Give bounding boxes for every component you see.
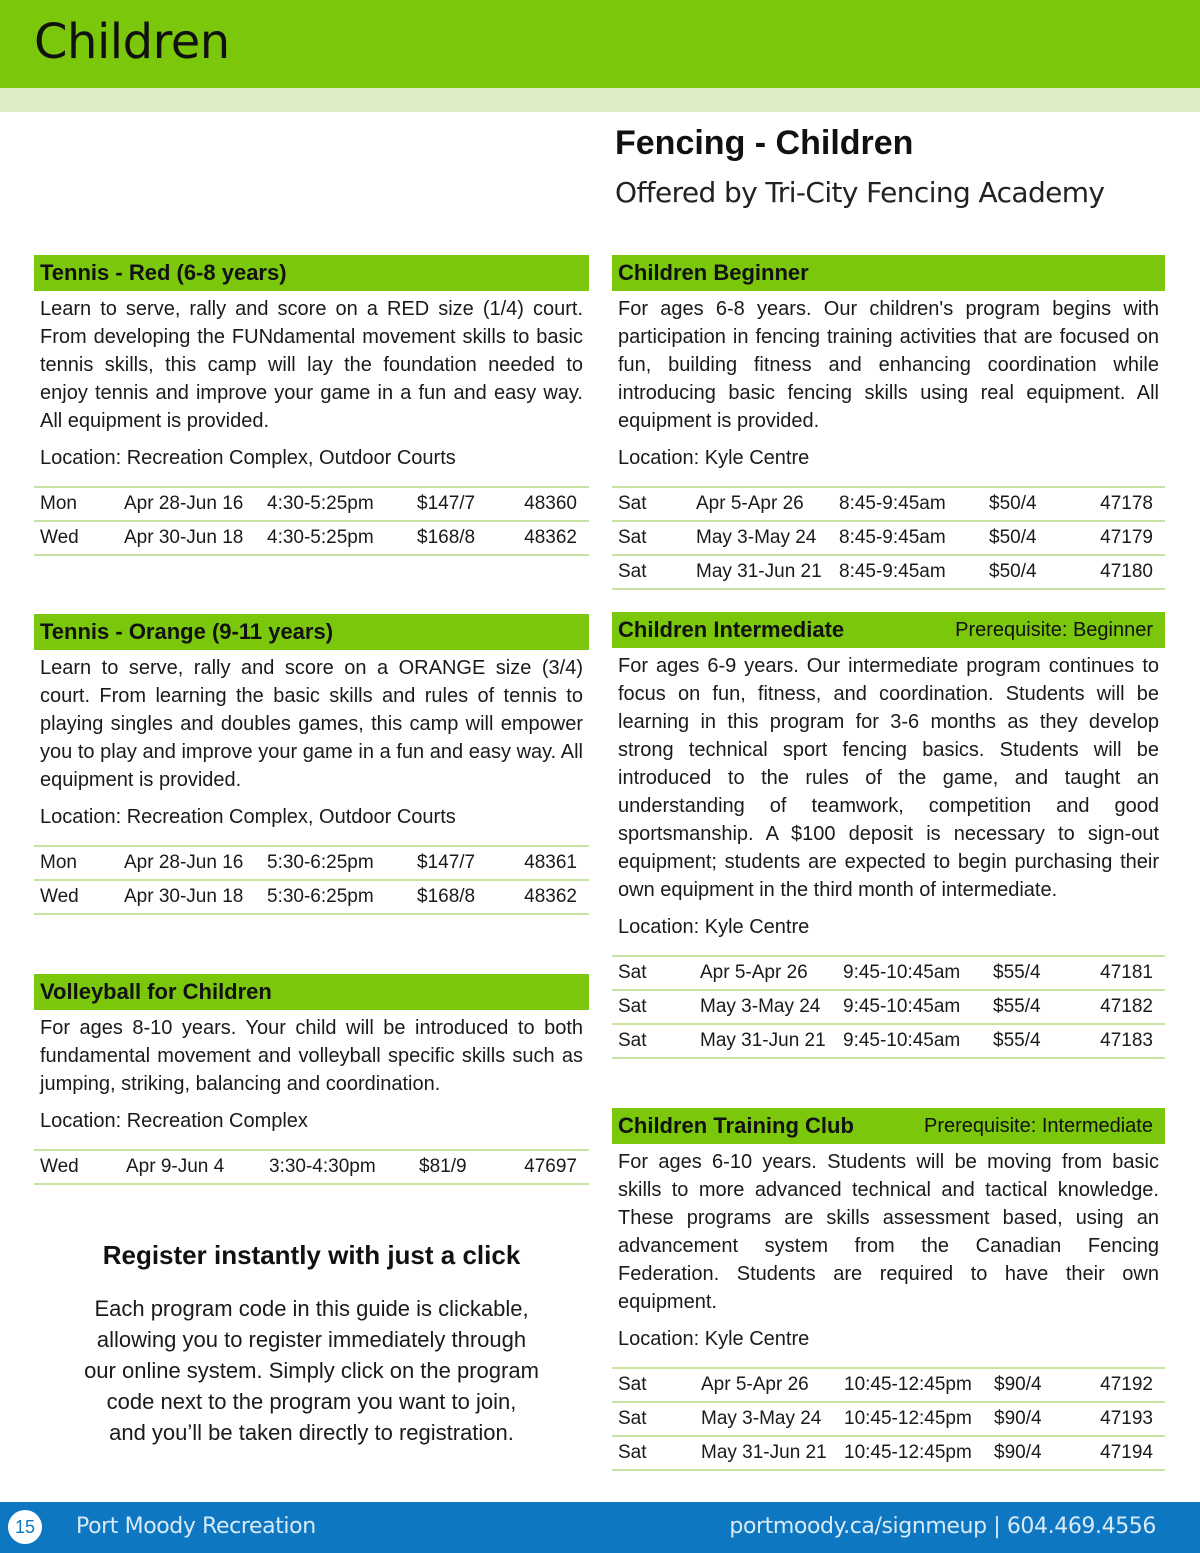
price-cell: $55/4 [993, 996, 1041, 1017]
time-cell: 9:45-10:45am [843, 996, 961, 1017]
section-children-beginner [612, 255, 1165, 590]
section-volleyball [34, 974, 589, 1185]
program-code-link[interactable]: 47192 [1100, 1374, 1153, 1395]
table-row [34, 880, 589, 914]
day-cell: Sat [618, 996, 647, 1017]
program-code-link[interactable]: 48362 [524, 527, 577, 548]
dates-cell: Apr 5-Apr 26 [701, 1374, 809, 1395]
time-cell: 3:30-4:30pm [269, 1156, 376, 1177]
dates-cell: Apr 9-Jun 4 [126, 1156, 225, 1177]
section-children-training-club [612, 1108, 1165, 1471]
table-row [612, 1436, 1165, 1470]
page-header-bar [0, 0, 1200, 88]
page-title: Children [34, 14, 230, 70]
section-title: Tennis - Orange (9-11 years) [40, 619, 334, 644]
day-cell: Mon [40, 493, 77, 514]
section-header [612, 1108, 1165, 1144]
fencing-subtitle: Offered by Tri-City Fencing Academy [615, 176, 1105, 209]
dates-cell: Apr 5-Apr 26 [696, 493, 804, 514]
dates-cell: Apr 5-Apr 26 [700, 962, 808, 983]
table-row [34, 1150, 589, 1184]
schedule-table [612, 1367, 1165, 1471]
time-cell: 10:45-12:45pm [844, 1408, 972, 1429]
register-line: Each program code in this guide is clickable, [94, 1296, 529, 1321]
time-cell: 8:45-9:45am [839, 527, 946, 548]
section-location: Location: Recreation Complex [40, 1110, 308, 1132]
day-cell: Sat [618, 1408, 647, 1429]
table-row [612, 1368, 1165, 1402]
day-cell: Sat [618, 1442, 647, 1463]
page-footer [0, 1502, 1200, 1553]
section-title: Tennis - Red (6-8 years) [40, 260, 287, 285]
dates-cell: May 3-May 24 [701, 1408, 822, 1429]
program-code-link[interactable]: 48362 [524, 886, 577, 907]
section-location: Location: Recreation Complex, Outdoor Courts [40, 806, 456, 828]
price-cell: $81/9 [419, 1156, 467, 1177]
price-cell: $147/7 [417, 852, 476, 873]
section-header [612, 612, 1165, 648]
price-cell: $147/7 [417, 493, 476, 514]
register-line: allowing you to register immediately through [96, 1327, 527, 1352]
section-title: Children Beginner [618, 260, 809, 285]
price-cell: $55/4 [993, 962, 1041, 983]
table-row [612, 1402, 1165, 1436]
table-row [34, 846, 589, 880]
program-code-link[interactable]: 47193 [1100, 1408, 1153, 1429]
price-cell: $90/4 [994, 1374, 1042, 1395]
time-cell: 4:30-5:25pm [267, 527, 374, 548]
program-code-link[interactable]: 47697 [524, 1156, 577, 1177]
dates-cell: Apr 30-Jun 18 [124, 886, 244, 907]
program-code-link[interactable]: 47194 [1100, 1442, 1153, 1463]
schedule-table [34, 1149, 589, 1185]
section-tennis-red [34, 255, 589, 556]
day-cell: Sat [618, 962, 647, 983]
table-row [612, 956, 1165, 990]
program-code-link[interactable]: 47182 [1100, 996, 1153, 1017]
program-code-link[interactable]: 47183 [1100, 1030, 1153, 1051]
footer-org-name: Port Moody Recreation [76, 1514, 316, 1539]
price-cell: $50/4 [989, 527, 1037, 548]
program-code-link[interactable]: 47180 [1100, 561, 1153, 582]
dates-cell: Apr 28-Jun 16 [124, 852, 244, 873]
section-location: Location: Kyle Centre [618, 447, 810, 469]
prerequisite-label: Prerequisite: Beginner [955, 618, 1153, 641]
time-cell: 10:45-12:45pm [844, 1442, 972, 1463]
section-location: Location: Recreation Complex, Outdoor Courts [40, 447, 456, 469]
price-cell: $90/4 [994, 1408, 1042, 1429]
table-row [612, 521, 1165, 555]
section-description: Learn to serve, rally and score on a ORANGE size (3/4) court. From learning the basic skills and rules of tennis to playing singles and doubles games, this camp will empower you to play and improve your game in a fun and easy way. All equipment is provided. [40, 657, 583, 791]
dates-cell: Apr 28-Jun 16 [124, 493, 244, 514]
section-description: For ages 8-10 years. Your child will be introduced to both fundamental movement and volleyball specific skills such as jumping, striking, balancing and coordination. [40, 1017, 583, 1095]
time-cell: 8:45-9:45am [839, 561, 946, 582]
register-callout [34, 1240, 589, 1448]
section-description: For ages 6-9 years. Our intermediate program continues to focus on fun, fitness, and coordination. Students will be learning in this program for 3-6 months as they develop strong technical sport fencing basics. Students will be introduced to the rules of the game, and taught an understanding of teamwork, competition and good sportsmanship. A $100 deposit is necessary to sign-out equipment; students are expected to begin purchasing their own equipment in the third month of intermediate. [618, 655, 1159, 901]
price-cell: $55/4 [993, 1030, 1041, 1051]
day-cell: Sat [618, 1030, 647, 1051]
section-header [34, 614, 589, 650]
program-code-link[interactable]: 47179 [1100, 527, 1153, 548]
day-cell: Mon [40, 852, 77, 873]
section-title: Volleyball for Children [40, 979, 272, 1004]
day-cell: Sat [618, 527, 647, 548]
table-row [612, 990, 1165, 1024]
program-code-link[interactable]: 47181 [1100, 962, 1153, 983]
section-location: Location: Kyle Centre [618, 916, 810, 938]
price-cell: $90/4 [994, 1442, 1042, 1463]
section-header [612, 255, 1165, 291]
price-cell: $50/4 [989, 493, 1037, 514]
time-cell: 9:45-10:45am [843, 1030, 961, 1051]
section-header [34, 974, 589, 1010]
section-title: Children Intermediate [618, 617, 845, 642]
day-cell: Wed [40, 1156, 79, 1177]
table-row [612, 487, 1165, 521]
time-cell: 5:30-6:25pm [267, 852, 374, 873]
day-cell: Wed [40, 527, 79, 548]
section-description: For ages 6-8 years. Our children's program begins with participation in fencing training activities that are focused on fun, building fitness and enhancing coordination while introducing basic fencing skills using real equipment. All equipment is provided. [618, 298, 1159, 432]
dates-cell: May 31-Jun 21 [701, 1442, 827, 1463]
register-line: and you’ll be taken directly to registration. [109, 1420, 514, 1445]
header-strip [0, 88, 1200, 112]
register-line: code next to the program you want to join, [106, 1389, 517, 1414]
dates-cell: Apr 30-Jun 18 [124, 527, 244, 548]
page-number-badge: 15 [8, 1510, 42, 1544]
prerequisite-label: Prerequisite: Intermediate [923, 1114, 1153, 1137]
section-location: Location: Kyle Centre [618, 1328, 810, 1350]
register-text [34, 1293, 589, 1448]
program-code-link[interactable]: 47178 [1100, 493, 1153, 514]
program-code-link[interactable]: 48360 [524, 493, 577, 514]
price-cell: $168/8 [417, 527, 476, 548]
footer-contact-link[interactable]: portmoody.ca/signmeup | 604.469.4556 [729, 1514, 1156, 1539]
schedule-table [612, 955, 1165, 1059]
day-cell: Wed [40, 886, 79, 907]
day-cell: Sat [618, 493, 647, 514]
program-code-link[interactable]: 48361 [524, 852, 577, 873]
fencing-title: Fencing - Children [615, 124, 914, 162]
table-row [34, 487, 589, 521]
time-cell: 10:45-12:45pm [844, 1374, 972, 1395]
schedule-table [612, 486, 1165, 590]
day-cell: Sat [618, 561, 647, 582]
dates-cell: May 3-May 24 [700, 996, 821, 1017]
table-row [612, 1024, 1165, 1058]
time-cell: 9:45-10:45am [843, 962, 961, 983]
section-header [34, 255, 589, 291]
schedule-table [34, 486, 589, 556]
section-children-intermediate [612, 612, 1165, 1059]
price-cell: $50/4 [989, 561, 1037, 582]
register-title: Register instantly with just a click [102, 1240, 521, 1270]
section-title: Children Training Club [618, 1113, 854, 1138]
table-row [612, 555, 1165, 589]
section-description: Learn to serve, rally and score on a RED size (1/4) court. From developing the FUNdamental movement skills to basic tennis skills, this camp will lay the foundation needed to enjoy tennis and improve your game in a fun and easy way. All equipment is provided. [40, 298, 583, 432]
section-description: For ages 6-10 years. Students will be moving from basic skills to more advanced technical and tactical knowledge. These programs are skills assessment based, using an advancement system from the Canadian Fencing Federation. Students are required to have their own equipment. [618, 1151, 1159, 1313]
section-tennis-orange [34, 614, 589, 915]
table-row [34, 521, 589, 555]
schedule-table [34, 845, 589, 915]
dates-cell: May 31-Jun 21 [696, 561, 822, 582]
register-line: our online system. Simply click on the program [84, 1358, 539, 1383]
time-cell: 5:30-6:25pm [267, 886, 374, 907]
day-cell: Sat [618, 1374, 647, 1395]
dates-cell: May 31-Jun 21 [700, 1030, 826, 1051]
dates-cell: May 3-May 24 [696, 527, 817, 548]
time-cell: 4:30-5:25pm [267, 493, 374, 514]
price-cell: $168/8 [417, 886, 476, 907]
time-cell: 8:45-9:45am [839, 493, 946, 514]
